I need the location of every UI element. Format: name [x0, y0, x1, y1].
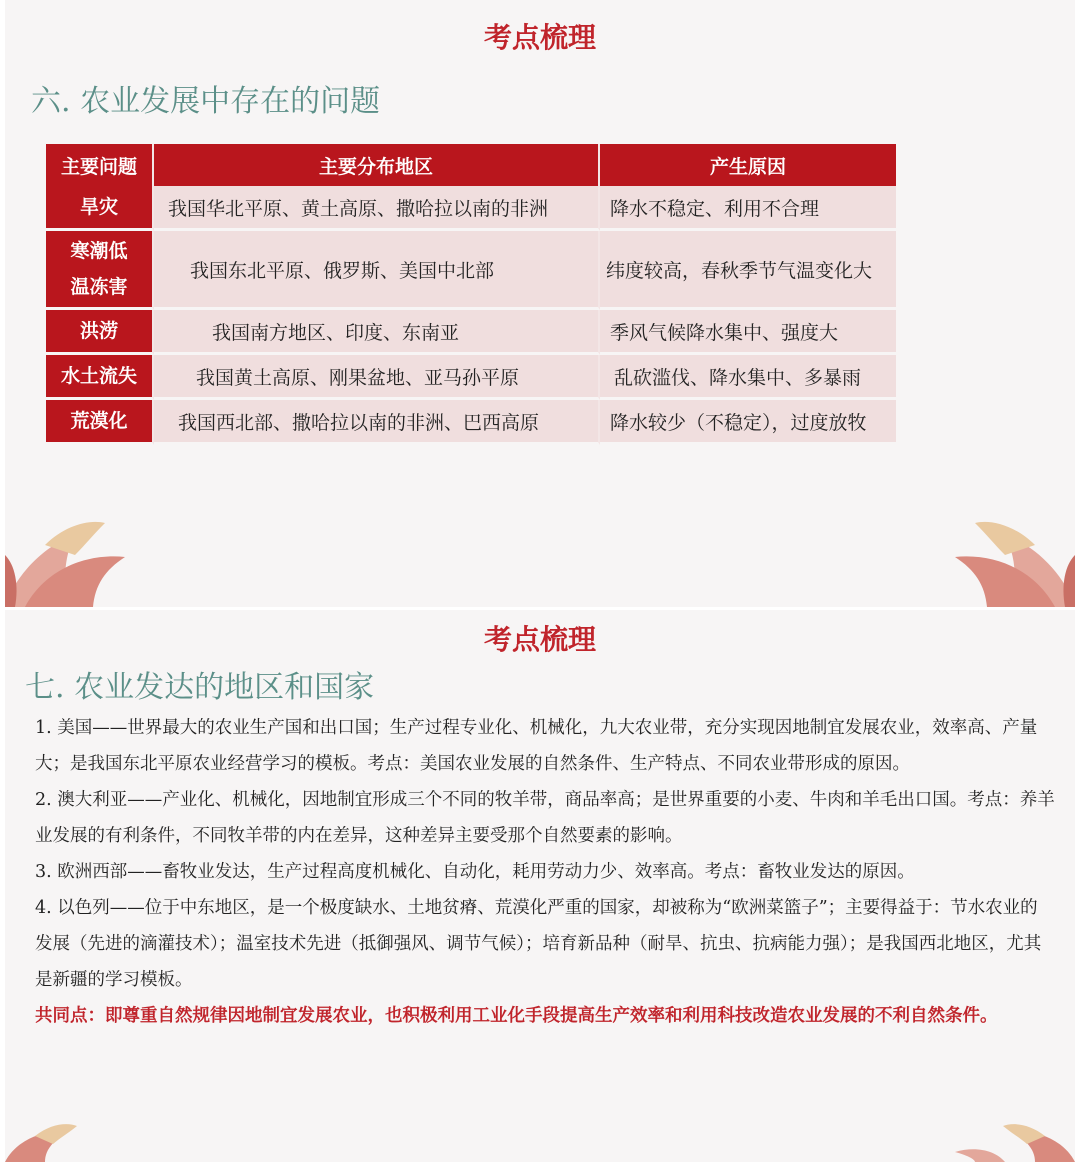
table-row — [46, 355, 896, 400]
table-header-row — [46, 144, 896, 186]
reason-cell: 降水不稳定、利用不合理 — [600, 186, 896, 231]
problem-cell: 水土流失 — [46, 355, 154, 400]
area-cell: 我国西北部、撒哈拉以南的非洲、巴西高原 — [154, 400, 600, 445]
reason-cell: 降水较少（不稳定），过度放牧 — [600, 400, 896, 445]
common-point: 共同点：即尊重自然规律因地制宜发展农业，也积极利用工业化手段提高生产效率和利用科技改造农业发展的不利自然条件。 — [35, 1006, 998, 1026]
problem-cell: 洪涝 — [46, 310, 154, 355]
problem-cell: 旱灾 — [46, 186, 154, 231]
section-7-panel — [5, 610, 1075, 1162]
reason-cell: 季风气候降水集中、强度大 — [600, 310, 896, 355]
header-problem: 主要问题 — [46, 144, 154, 186]
problems-table — [46, 144, 896, 445]
table-row — [46, 186, 896, 231]
section-6-panel — [5, 0, 1075, 607]
reason-cell: 乱砍滥伐、降水集中、多暴雨 — [600, 355, 896, 400]
section-7-heading: 考点梳理 — [483, 623, 596, 656]
header-area: 主要分布地区 — [154, 144, 600, 186]
section-6-title: 六. 农业发展中存在的问题 — [31, 84, 381, 119]
paragraph-usa: 1. 美国——世界最大的农业生产国和出口国；生产过程专业化、机械化，九大农业带，充分实现因地制宜发展农业，效率高、产量大；是我国东北平原农业经营学习的模板。考点：美国农业发展的自然条件、生产特点、不同农业带形成的原因。 — [35, 718, 1038, 774]
flower-decoration-bottom-right — [945, 1122, 1075, 1162]
area-cell: 我国东北平原、俄罗斯、美国中北部 — [154, 231, 600, 310]
table-row — [46, 231, 896, 310]
table-row — [46, 310, 896, 355]
reason-cell: 纬度较高，春秋季节气温变化大 — [600, 231, 896, 310]
problem-cell: 荒漠化 — [46, 400, 154, 445]
area-cell: 我国南方地区、印度、东南亚 — [154, 310, 600, 355]
paragraph-western-europe: 3. 欧洲西部——畜牧业发达，生产过程高度机械化、自动化，耗用劳动力少、效率高。考点：畜牧业发达的原因。 — [35, 862, 915, 882]
problem-cell: 寒潮低温冻害 — [46, 231, 154, 310]
flower-decoration-right — [925, 515, 1075, 607]
section-7-body — [35, 710, 1055, 1034]
paragraph-australia: 2. 澳大利亚——产业化、机械化，因地制宜形成三个不同的牧羊带，商品率高；是世界重要的小麦、牛肉和羊毛出口国。考点：养羊业发展的有利条件，不同牧羊带的内在差异，这种差异主要受那个自然要素的影响。 — [35, 790, 1055, 846]
flower-decoration-left — [5, 515, 155, 607]
table-row — [46, 400, 896, 445]
section-6-heading: 考点梳理 — [483, 21, 596, 54]
area-cell: 我国华北平原、黄土高原、撒哈拉以南的非洲 — [154, 186, 600, 231]
area-cell: 我国黄土高原、刚果盆地、亚马孙平原 — [154, 355, 600, 400]
flower-decoration-bottom-left — [5, 1122, 85, 1162]
paragraph-israel: 4. 以色列——位于中东地区，是一个极度缺水、土地贫瘠、荒漠化严重的国家，却被称为“欧洲菜篮子”；主要得益于：节水农业的发展（先进的滴灌技术）；温室技术先进（抵御强风、调节气候）；培育新品种（耐旱、抗虫、抗病能力强）；是我国西北地区，尤其是新疆的学习模板。 — [35, 898, 1042, 990]
header-reason: 产生原因 — [600, 144, 896, 186]
section-7-title: 七. 农业发达的地区和国家 — [25, 670, 375, 705]
